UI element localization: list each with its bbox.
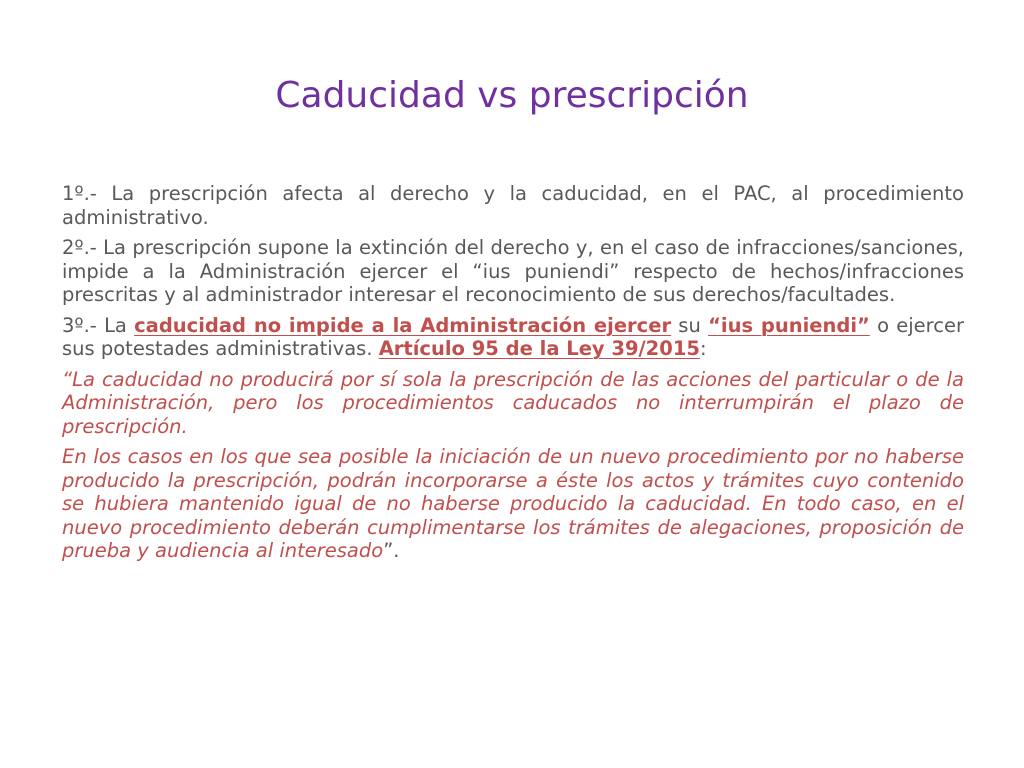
slide-title: Caducidad vs prescripción: [275, 75, 749, 116]
quote-paragraph-2: [62, 445, 964, 563]
paragraph-3-mid-2: o ejercer sus potestades administrativas.: [62, 313, 964, 360]
paragraph-1: 1º.- La prescripción afecta al derecho y la caducidad, en el PAC, al procedimiento administrativo.: [62, 182, 964, 229]
law-reference: Artículo 95 de la Ley 39/2015: [378, 337, 700, 360]
paragraph-3-lead: 3º.- La: [62, 313, 135, 337]
paragraph-2: 2º.- La prescripción supone la extinción del derecho y, en el caso de infracciones/sanciones, impide a la Administración ejercer el “ius puniendi” respecto de hechos/infracciones prescritas y al administrador interesar el reconocimiento de sus derechos/facultades.: [62, 236, 964, 306]
quote-close: ”.: [383, 539, 400, 562]
ius-puniendi-emphasis: “ius puniendi”: [708, 313, 870, 337]
quote-paragraph-2-text: En los casos en los que sea posible la iniciación de un nuevo procedimiento por no haberse producido la prescripción, podrán incorporarse a éste los actos y trámites cuyo contenido se hubiera mantenido igual de no haberse producido la caducidad. En todo caso, en el nuevo procedimiento deberán cumplimentarse los trámites de alegaciones, proposición de prueba y audiencia al interesado: [62, 445, 964, 562]
paragraph-3-tail: :: [699, 337, 707, 360]
caducidad-emphasis: caducidad no impide a la Administración ejercer: [134, 313, 672, 337]
slide-body: [62, 182, 964, 570]
paragraph-3-mid-1: su: [671, 313, 709, 337]
quote-paragraph-1: “La caducidad no producirá por sí sola la prescripción de las acciones del particular o de la Administración, pero los procedimientos caducados no interrumpirán el plazo de prescripción.: [62, 367, 964, 438]
paragraph-3: [62, 314, 964, 361]
